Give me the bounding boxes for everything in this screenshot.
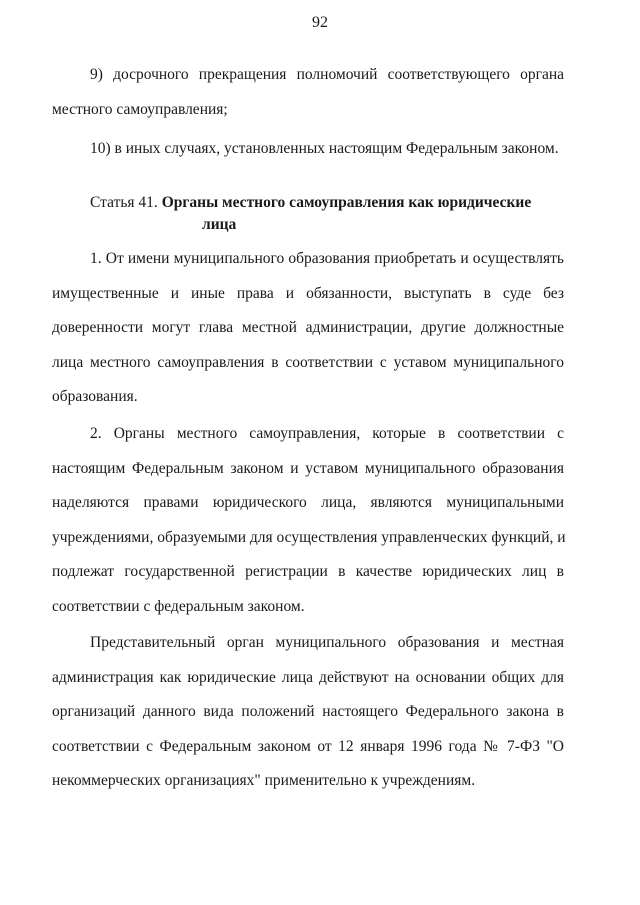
text-line: соответствии с федеральным законом. [52, 597, 305, 615]
paragraph-3 [52, 626, 564, 799]
article-title: Органы местного самоуправления как юридические [161, 194, 532, 211]
list-item-10 [52, 132, 564, 167]
paragraph-2 [52, 417, 564, 624]
text-line: учреждениями, образуемыми для осуществления управленческих функций, и [52, 528, 566, 546]
paragraph-1 [52, 242, 564, 415]
text-line: Представительный орган муниципального образования и местная [90, 634, 564, 651]
text-line: настоящим Федеральным законом и уставом муниципального образования [52, 459, 564, 477]
text-line: организаций данного вида положений настоящего Федерального закона в [52, 703, 564, 720]
text-line: лица местного самоуправления в соответствии с уставом муниципального [52, 353, 564, 371]
text-line: доверенности могут глава местной администрации, другие должностные [52, 319, 564, 336]
article-title-line2: лица [202, 216, 237, 233]
text-line: 10) в иных случаях, установленных настоящим Федеральным законом. [90, 140, 559, 157]
text-line: 2. Органы местного самоуправления, которые в соответствии с [90, 425, 564, 442]
text-line: местного самоуправления; [52, 100, 228, 118]
text-line: наделяются правами юридического лица, являются муниципальными [52, 494, 564, 511]
text-line: соответствии с Федеральным законом от 12 января 1996 года № 7-ФЗ "О [52, 737, 564, 755]
text-line: подлежат государственной регистрации в качестве юридических лиц в [52, 563, 564, 580]
text-line: 9) досрочного прекращения полномочий соответствующего органа [90, 66, 564, 83]
article-heading [90, 192, 531, 236]
page-number: 92 [312, 14, 328, 31]
list-item-9 [52, 58, 564, 127]
text-line: некоммерческих организациях" применительно к учреждениям. [52, 772, 476, 789]
article-label: Статья 41. [90, 194, 158, 211]
text-line: администрация как юридические лица действуют на основании общих для [52, 668, 564, 686]
text-line: 1. От имени муниципального образования приобретать и осуществлять [90, 250, 564, 267]
text-line: имущественные и иные права и обязанности, выступать в суде без [52, 284, 564, 302]
text-line: образования. [52, 388, 138, 405]
